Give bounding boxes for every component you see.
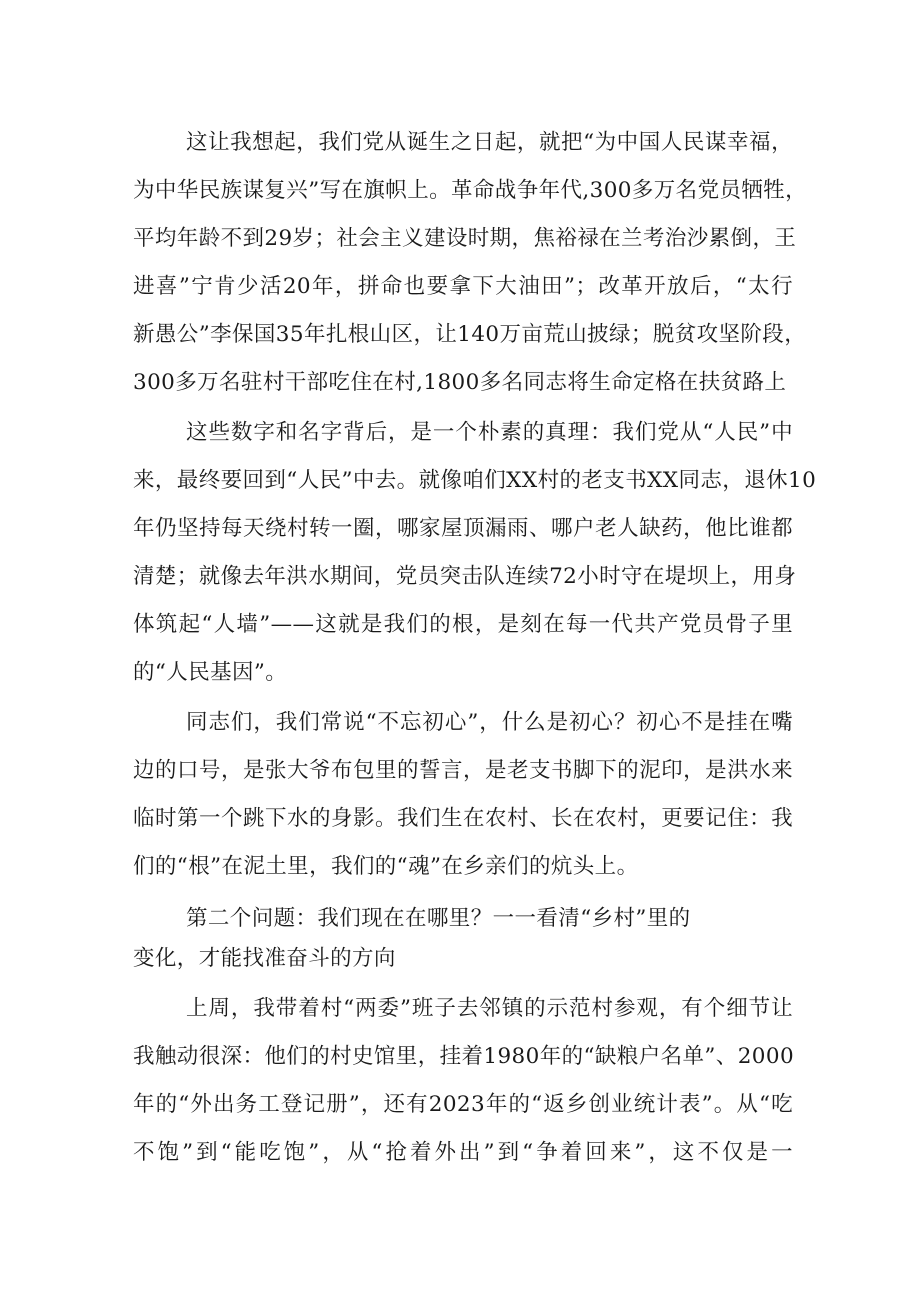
- paragraph-2-line-5: 体筑起“人墙”——这就是我们的根，是刻在每一代共产党员骨子里: [133, 612, 793, 637]
- paragraph-1-line-5: 新愚公”李保国35年扎根山区，让140万亩荒山披绿；脱贫攻坚阶段，: [133, 322, 807, 347]
- paragraph-5-line-1: 上周，我带着村“两委”班子去邻镇的示范村参观，有个细节让: [186, 996, 793, 1021]
- paragraph-1-line-2: 为中华民族谋复兴”写在旗帜上。革命战争年代,300多万名党员牺牲，: [133, 178, 808, 203]
- paragraph-5-line-3: 年的“外出务工登记册”，还有2023年的“返乡创业统计表”。从“吃: [133, 1092, 793, 1117]
- paragraph-2-line-6: 的“人民基因”。: [133, 660, 288, 685]
- paragraph-3-line-3: 临时第一个跳下水的身影。我们生在农村、长在农村，更要记住：我: [133, 806, 793, 831]
- paragraph-2-line-2: 来，最终要回到“人民”中去。就像咱们XX村的老支书XX同志，退休10: [133, 468, 817, 493]
- paragraph-1-line-4: 进喜”宁肯少活20年，拼命也要拿下大油田”；改革开放后，“太行: [133, 274, 793, 299]
- paragraph-5-line-4: 不饱”到“能吃饱”，从“抢着外出”到“争着回来”，这不仅是一: [133, 1140, 793, 1165]
- paragraph-1-line-3: 平均年龄不到29岁；社会主义建设时期，焦裕禄在兰考治沙累倒，王: [133, 226, 797, 251]
- paragraph-1-line-1: 这让我想起，我们党从诞生之日起，就把“为中国人民谋幸福，: [186, 130, 793, 155]
- paragraph-2-line-1: 这些数字和名字背后，是一个朴素的真理：我们党从“人民”中: [186, 420, 793, 445]
- paragraph-1-line-6: 300多万名驻村干部吃住在村,1800多名同志将生命定格在扶贫路上: [133, 370, 787, 395]
- paragraph-3-line-1: 同志们，我们常说“不忘初心”，什么是初心？初心不是挂在嘴: [186, 710, 793, 735]
- section-heading-line-2: 变化，才能找准奋斗的方向: [133, 946, 396, 971]
- paragraph-2-line-4: 清楚；就像去年洪水期间，党员突击队连续72小时守在堤坝上，用身: [133, 564, 797, 589]
- paragraph-5-line-2: 我触动很深：他们的村史馆里，挂着1980年的“缺粮户名单”、2000: [133, 1044, 795, 1069]
- paragraph-3-line-4: 们的“根”在泥土里，我们的“魂”在乡亲们的炕头上。: [133, 854, 639, 879]
- paragraph-2-line-3: 年仍坚持每天绕村转一圈，哪家屋顶漏雨、哪户老人缺药，他比谁都: [133, 516, 793, 541]
- section-heading-line-1: 第二个问题：我们现在在哪里？一一看清“乡村”里的: [186, 906, 691, 931]
- paragraph-3-line-2: 边的口号，是张大爷布包里的誓言，是老支书脚下的泥印，是洪水来: [133, 758, 793, 783]
